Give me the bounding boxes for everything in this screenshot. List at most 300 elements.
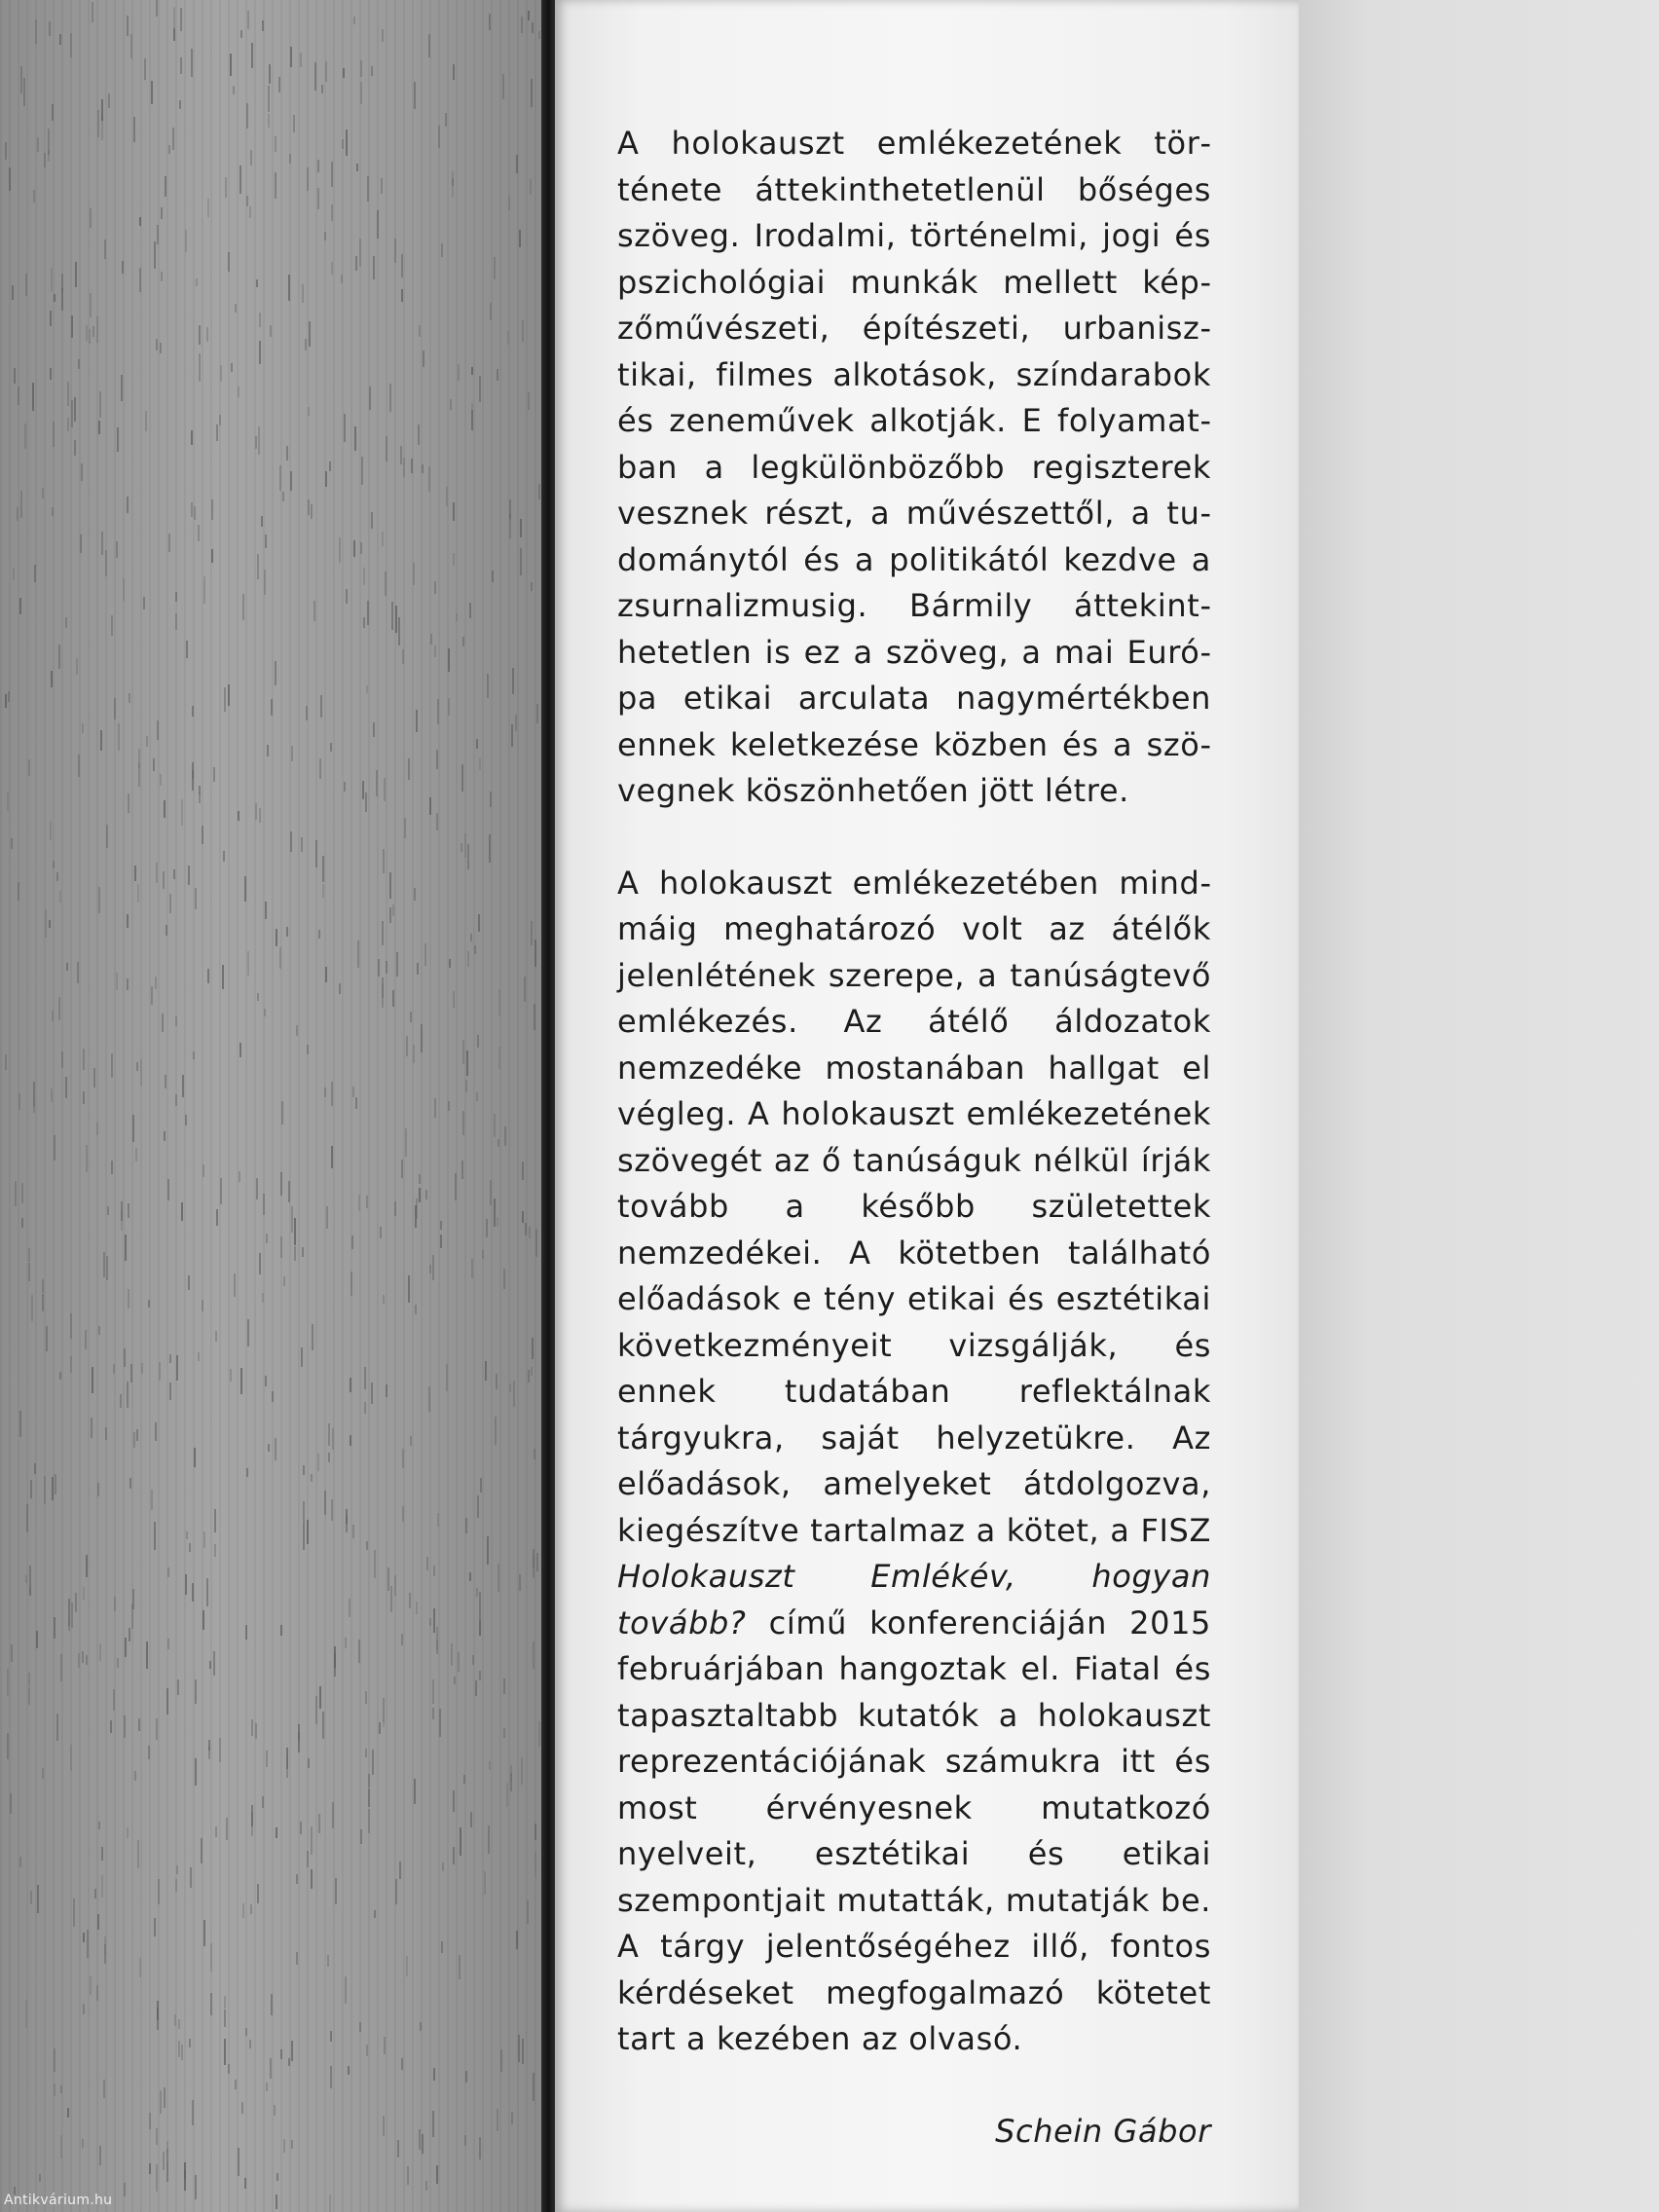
grain-fleck [185, 230, 187, 252]
grain-fleck [394, 1201, 396, 1216]
grain-fleck [346, 1509, 348, 1524]
grain-fleck [349, 1599, 350, 1617]
grain-fleck [330, 2066, 332, 2088]
grain-fleck [401, 1634, 403, 1645]
grain-fleck [437, 699, 439, 724]
grain-fleck [11, 838, 13, 849]
grain-fleck [531, 79, 533, 107]
grain-fleck [361, 457, 363, 485]
grain-fleck [479, 376, 481, 402]
grain-fleck [143, 597, 145, 609]
grain-fleck [386, 436, 387, 461]
grain-fleck [331, 162, 333, 187]
grain-fleck [249, 206, 251, 218]
grain-fleck [230, 54, 232, 76]
grain-fleck [288, 1181, 290, 1202]
grain-fleck [99, 2146, 101, 2165]
grain-fleck [92, 2, 93, 22]
grain-fleck [270, 325, 272, 337]
grain-fleck [291, 746, 293, 761]
grain-fleck [307, 1851, 309, 1867]
grain-fleck [456, 613, 458, 621]
grain-fleck [275, 172, 276, 199]
grain-fleck [151, 81, 153, 104]
grain-fleck [359, 239, 361, 267]
grain-fleck [344, 414, 346, 442]
grain-fleck [320, 695, 322, 718]
grain-fleck [535, 1852, 536, 1877]
grain-fleck [245, 1625, 247, 1640]
grain-fleck [130, 1364, 132, 1382]
grain-fleck [418, 424, 420, 445]
grain-fleck [455, 1173, 457, 1200]
grain-fleck [367, 601, 369, 625]
grain-fleck [99, 1643, 101, 1661]
grain-fleck [328, 1453, 330, 1462]
grain-fleck [377, 210, 379, 239]
grain-fleck [67, 2108, 69, 2118]
grain-fleck [401, 2058, 403, 2070]
grain-fleck [461, 843, 462, 852]
grain-fleck [486, 1219, 488, 1237]
grain-fleck [389, 872, 391, 899]
grain-fleck [446, 487, 448, 506]
grain-fleck [28, 1263, 30, 1281]
grain-fleck [168, 534, 170, 552]
grain-fleck [223, 851, 225, 862]
grain-fleck [20, 491, 22, 518]
grain-fleck [479, 2137, 481, 2159]
grain-fleck [280, 2049, 282, 2059]
grain-fleck [459, 1955, 461, 1979]
grain-fleck [206, 327, 208, 342]
grain-fleck [75, 1593, 77, 1612]
grain-fleck [389, 384, 391, 412]
grain-fleck [475, 1680, 477, 1696]
grain-fleck [382, 532, 384, 546]
grain-fleck [311, 504, 313, 519]
grain-fleck [391, 602, 393, 630]
grain-fleck [199, 325, 201, 345]
grain-fleck [487, 674, 489, 698]
grain-fleck [410, 1012, 412, 1022]
grain-fleck [235, 304, 237, 313]
grain-fleck [80, 535, 82, 553]
grain-fleck [137, 1840, 139, 1868]
grain-fleck [128, 793, 129, 813]
grain-fleck [37, 137, 39, 152]
grain-fleck [453, 64, 455, 80]
grain-fleck [291, 2140, 293, 2149]
grain-fleck [213, 1651, 215, 1676]
grain-fleck [365, 1749, 367, 1757]
grain-fleck [392, 990, 394, 1007]
grain-fleck [355, 256, 357, 271]
grain-fleck [495, 1417, 497, 1445]
grain-fleck [215, 1826, 217, 1837]
grain-fleck [195, 1679, 197, 1704]
grain-fleck [151, 986, 153, 1005]
grain-fleck [301, 1347, 303, 1367]
grain-fleck [184, 2170, 186, 2179]
grain-fleck [191, 502, 193, 517]
grain-fleck [294, 1218, 296, 1245]
grain-fleck [382, 29, 384, 42]
grain-fleck [70, 1745, 72, 1771]
grain-fleck [220, 1178, 222, 1204]
grain-fleck [453, 1790, 455, 1812]
grain-fleck [195, 2175, 197, 2199]
grain-fleck [498, 1564, 499, 1592]
grain-fleck [238, 2148, 240, 2176]
grain-fleck [533, 2073, 535, 2101]
grain-fleck [376, 770, 378, 796]
grain-fleck [528, 1370, 530, 1382]
grain-fleck [411, 459, 413, 473]
grain-fleck [489, 14, 491, 30]
grain-fleck [235, 2080, 237, 2089]
grain-fleck [259, 808, 261, 823]
grain-fleck [330, 743, 332, 752]
grain-fleck [436, 813, 438, 830]
grain-fleck [160, 343, 162, 353]
grain-fleck [458, 1652, 460, 1672]
grain-fleck [261, 516, 263, 527]
grain-fleck [516, 155, 518, 173]
grain-fleck [350, 1272, 352, 1296]
grain-fleck [8, 691, 10, 702]
grain-fleck [434, 1098, 436, 1118]
grain-fleck [384, 2037, 386, 2054]
grain-fleck [54, 1135, 55, 1161]
grain-fleck [462, 1111, 464, 1135]
grain-fleck [283, 2139, 285, 2153]
grain-fleck [281, 1101, 283, 1124]
grain-fleck [365, 793, 367, 812]
grain-fleck [59, 1372, 61, 1380]
grain-fleck [181, 2045, 183, 2060]
grain-fleck [383, 1295, 385, 1304]
grain-fleck [17, 507, 18, 521]
grain-fleck [416, 1602, 418, 1614]
grain-fleck [463, 1775, 465, 1784]
grain-fleck [96, 316, 98, 343]
grain-fleck [156, 1718, 158, 1740]
grain-fleck [500, 2049, 502, 2072]
grain-fleck [332, 1802, 334, 1828]
grain-fleck [521, 17, 523, 33]
grain-fleck [425, 1190, 427, 1199]
grain-fleck [257, 993, 259, 1001]
grain-fleck [65, 1077, 67, 1098]
grain-fleck [105, 1427, 107, 1440]
grain-fleck [101, 532, 103, 555]
grain-fleck [490, 792, 492, 807]
grain-fleck [222, 965, 224, 989]
grain-fleck [322, 856, 324, 882]
grain-fleck [239, 1171, 240, 1182]
grain-fleck [343, 68, 345, 78]
grain-fleck [136, 1429, 138, 1441]
grain-fleck [44, 153, 46, 167]
grain-fleck [180, 8, 182, 31]
grain-fleck [265, 902, 267, 919]
grain-fleck [101, 99, 103, 121]
grain-fleck [240, 1043, 241, 1057]
grain-fleck [166, 1688, 168, 1714]
grain-fleck [511, 2112, 513, 2124]
grain-fleck [51, 1088, 53, 1102]
grain-fleck [127, 978, 129, 990]
grain-fleck [477, 1035, 479, 1048]
grain-fleck [51, 268, 53, 291]
grain-fleck [120, 1394, 122, 1408]
grain-fleck [113, 1364, 115, 1374]
grain-fleck [15, 1181, 17, 1206]
grain-fleck [231, 363, 233, 372]
grain-fleck [346, 589, 348, 604]
grain-fleck [452, 171, 454, 198]
grain-fleck [195, 1758, 197, 1786]
grain-fleck [382, 921, 384, 945]
grain-fleck [134, 1771, 136, 1781]
grain-fleck [50, 311, 52, 326]
grain-fleck [61, 274, 63, 291]
grain-fleck [45, 909, 47, 938]
grain-fleck [156, 863, 158, 883]
grain-fleck [290, 471, 292, 491]
grain-fleck [415, 1205, 417, 1228]
grain-fleck [303, 1465, 305, 1475]
grain-fleck [263, 1194, 265, 1215]
grain-fleck [334, 1653, 336, 1677]
grain-fleck [135, 1148, 137, 1161]
grain-fleck [408, 758, 410, 780]
grain-fleck [269, 64, 271, 84]
grain-fleck [216, 1209, 218, 1226]
grain-fleck [133, 1432, 135, 1448]
grain-fleck [53, 422, 55, 447]
grain-fleck [30, 1891, 32, 1904]
grain-fleck [157, 2008, 159, 2030]
grain-fleck [117, 427, 119, 452]
grain-fleck [129, 1478, 131, 1489]
grain-fleck [214, 1509, 216, 1532]
grain-fleck [12, 285, 14, 300]
grain-fleck [368, 1788, 370, 1807]
grain-fleck [331, 262, 333, 275]
grain-fleck [165, 176, 166, 197]
grain-fleck [175, 613, 177, 630]
grain-fleck [419, 1188, 421, 1202]
grain-fleck [87, 1930, 89, 1958]
grain-fleck [101, 1875, 103, 1898]
grain-fleck [144, 58, 146, 80]
grain-fleck [141, 1363, 143, 1374]
grain-fleck [268, 1444, 270, 1452]
grain-fleck [364, 1402, 366, 1414]
grain-fleck [28, 1248, 30, 1262]
grain-fleck [279, 465, 281, 491]
grain-fleck [406, 1036, 408, 1056]
grain-fleck [154, 1522, 156, 1550]
grain-fleck [519, 230, 521, 247]
grain-fleck [159, 1362, 161, 1381]
grain-fleck [250, 1904, 252, 1914]
grain-fleck [276, 929, 277, 946]
grain-fleck [50, 368, 52, 380]
grain-fleck [407, 2166, 409, 2185]
grain-fleck [71, 400, 73, 427]
grain-fleck [424, 943, 426, 966]
grain-fleck [111, 1161, 113, 1174]
grain-fleck [433, 1608, 435, 1633]
grain-fleck [503, 1678, 505, 1694]
grain-fleck [276, 2173, 278, 2181]
grain-fleck [224, 2009, 226, 2027]
grain-fleck [267, 745, 269, 756]
grain-fleck [511, 724, 513, 747]
grain-fleck [378, 959, 380, 977]
grain-fleck [146, 1641, 148, 1669]
grain-fleck [52, 104, 54, 121]
grain-fleck [308, 407, 310, 416]
grain-fleck [116, 541, 118, 558]
grain-fleck [160, 2090, 162, 2114]
grain-fleck [422, 2134, 424, 2154]
conference-title: Holokauszt Emlékév, hogyan tovább? [617, 1558, 1211, 1641]
grain-fleck [210, 1993, 212, 2015]
grain-fleck [467, 844, 469, 869]
grain-fleck [174, 2014, 176, 2026]
grain-fleck [360, 1829, 362, 1844]
grain-fleck [335, 1878, 337, 1904]
grain-fleck [525, 1223, 527, 1235]
grain-fleck [290, 831, 292, 852]
grain-fleck [55, 1474, 56, 1494]
grain-fleck [400, 446, 402, 464]
grain-fleck [504, 1126, 506, 1146]
grain-fleck [165, 1075, 166, 1088]
grain-fleck [268, 114, 270, 128]
grain-fleck [86, 325, 88, 341]
grain-fleck [496, 1374, 498, 1389]
grain-fleck [362, 781, 364, 799]
grain-fleck [33, 190, 35, 203]
grain-fleck [479, 757, 481, 770]
grain-fleck [7, 1733, 9, 1759]
grain-fleck [265, 535, 267, 548]
grain-fleck [138, 749, 140, 768]
grain-fleck [324, 1491, 326, 1515]
grain-fleck [311, 1869, 313, 1889]
grain-fleck [502, 74, 504, 99]
grain-fleck [379, 1722, 381, 1734]
grain-fleck [103, 1252, 105, 1277]
grain-fleck [106, 1256, 108, 1280]
grain-fleck [37, 1885, 39, 1913]
grain-fleck [428, 34, 430, 57]
grain-fleck [164, 800, 166, 818]
grain-fleck [219, 415, 221, 425]
grain-fleck [271, 1994, 273, 2015]
grain-fleck [353, 17, 355, 24]
grain-fleck [148, 1746, 150, 1759]
grain-fleck [77, 962, 79, 983]
grain-fleck [303, 1501, 305, 1523]
grain-fleck [245, 2028, 247, 2036]
grain-fleck [100, 730, 102, 751]
grain-fleck [85, 1330, 87, 1349]
grain-fleck [124, 2183, 126, 2196]
grain-fleck [103, 2080, 105, 2098]
grain-fleck [56, 872, 58, 881]
grain-fleck [448, 1101, 450, 1111]
grain-fleck [46, 1326, 48, 1351]
grain-fleck [216, 424, 218, 441]
grain-fleck [307, 1520, 309, 1544]
grain-fleck [325, 61, 327, 82]
grain-fleck [533, 1641, 535, 1669]
grain-fleck [54, 2083, 55, 2096]
grain-fleck [241, 2102, 243, 2114]
grain-fleck [5, 1054, 7, 1070]
grain-fleck [318, 930, 320, 939]
grain-fleck [127, 914, 129, 928]
grain-fleck [371, 66, 373, 76]
grain-fleck [211, 499, 213, 520]
grain-fleck [128, 1289, 129, 1309]
grain-fleck [234, 1273, 236, 1297]
grain-fleck [402, 1449, 404, 1468]
grain-fleck [185, 1115, 187, 1125]
grain-fleck [440, 1235, 442, 1248]
grain-fleck [257, 1884, 259, 1903]
grain-fleck [246, 196, 248, 206]
grain-fleck [155, 1422, 157, 1441]
grain-fleck [76, 658, 78, 675]
grain-fleck [461, 1161, 463, 1179]
grain-fleck [534, 1004, 535, 1030]
grain-fleck [83, 1587, 85, 1600]
grain-fleck [415, 1305, 417, 1314]
grain-fleck [151, 1490, 153, 1510]
grain-fleck [176, 1355, 178, 1381]
grain-fleck [13, 568, 15, 580]
grain-fleck [364, 1367, 366, 1389]
grain-fleck [439, 1709, 441, 1737]
grain-fleck [458, 364, 460, 381]
grain-fleck [352, 1087, 354, 1097]
grain-fleck [327, 1955, 329, 1967]
grain-fleck [383, 2116, 385, 2136]
grain-fleck [533, 1549, 535, 1568]
grain-fleck [401, 1160, 403, 1178]
grain-fleck [121, 1201, 123, 1221]
grain-fleck [331, 204, 333, 221]
grain-fleck [520, 519, 522, 537]
grain-fleck [503, 1728, 505, 1738]
grain-fleck [28, 1673, 30, 1686]
grain-fleck [339, 983, 341, 994]
grain-fleck [319, 1686, 321, 1709]
grain-fleck [291, 2041, 293, 2061]
grain-fleck [436, 1641, 438, 1650]
grain-fleck [219, 1738, 221, 1762]
grain-fleck [256, 1178, 258, 1199]
grain-fleck [312, 1324, 313, 1350]
grain-fleck [366, 1196, 368, 1208]
